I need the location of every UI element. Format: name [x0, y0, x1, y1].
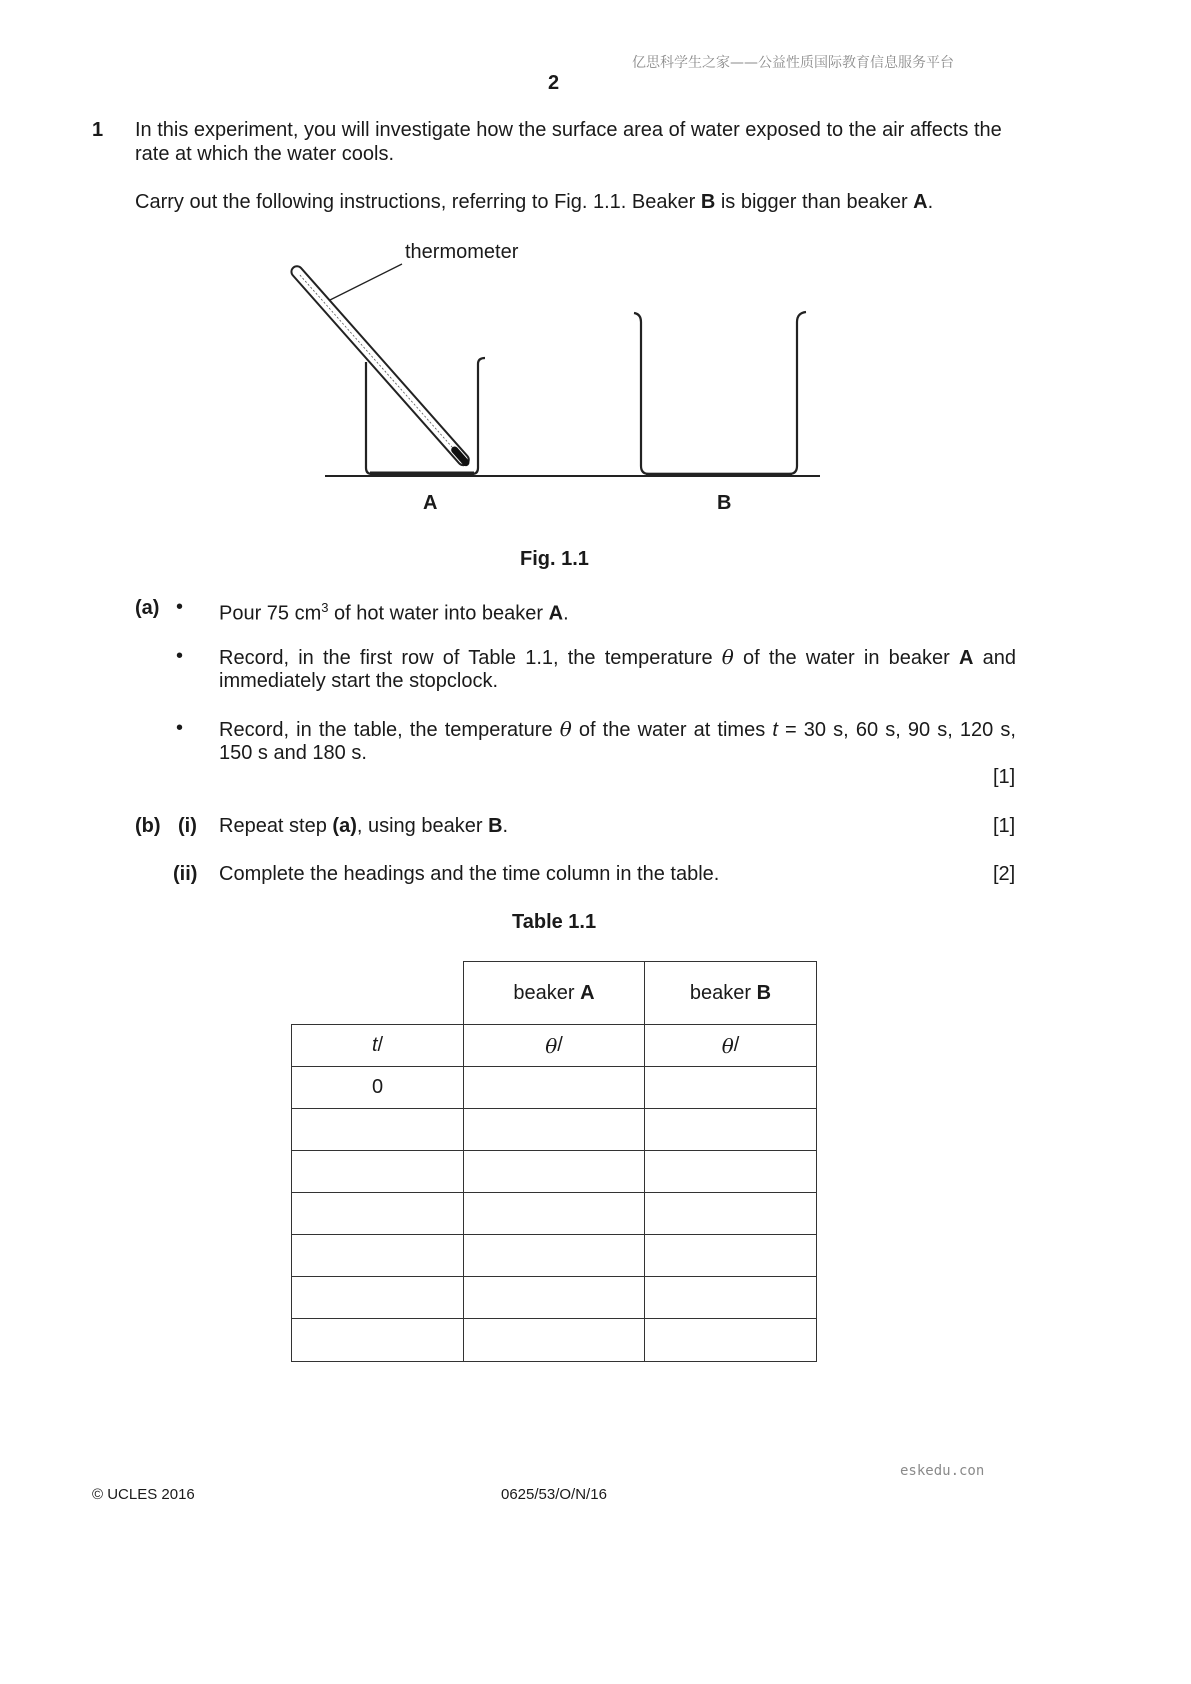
intro-line-1: In this experiment, you will investigate how the surface area of water exposed to the air affects the	[135, 119, 1002, 141]
table-cell	[644, 1066, 817, 1109]
table-cell	[291, 1108, 464, 1151]
part-b-ii-label: (ii)	[173, 863, 198, 885]
table-cell	[644, 1318, 817, 1362]
instruction-line: Carry out the following instructions, referring to Fig. 1.1. Beaker B is bigger than beaker A.	[135, 191, 934, 213]
watermark-bottom: eskedu.con	[900, 1463, 985, 1479]
part-b-i-label: (i)	[178, 815, 197, 837]
header-beaker-b: beaker B	[644, 961, 817, 1025]
table-caption: Table 1.1	[512, 911, 597, 933]
thermometer-label: thermometer	[405, 241, 519, 263]
results-table	[291, 961, 818, 1363]
table-cell	[291, 1150, 464, 1193]
unit-cell-theta-b: θ /	[644, 1024, 817, 1067]
figure-beakers	[280, 236, 840, 496]
part-a-label: (a)	[135, 597, 160, 619]
question-number: 1	[92, 119, 104, 141]
bullet-3: •	[176, 717, 184, 739]
table-cell	[463, 1150, 645, 1193]
watermark-top: 亿思科学生之家——公益性质国际教育信息服务平台	[632, 55, 954, 71]
bullet-2: •	[176, 645, 184, 667]
part-b-i-text: Repeat step (a), using beaker B.	[219, 815, 509, 837]
table-cell-time-0: 0	[291, 1066, 464, 1109]
table-cell	[463, 1318, 645, 1362]
thermometer-leader-line	[330, 264, 402, 300]
page-number: 2	[548, 72, 560, 94]
table-cell	[291, 1318, 464, 1362]
table-cell	[291, 1192, 464, 1235]
thermometer-icon	[289, 264, 472, 469]
header-beaker-a: beaker A	[463, 961, 645, 1025]
intro-line-2: rate at which the water cools.	[135, 143, 395, 165]
footer-copyright: © UCLES 2016	[92, 1486, 195, 1503]
part-a-step-3-line-1: Record, in the table, the temperature θ of the water at times t = 30 s, 60 s, 90 s, 120 s,	[219, 717, 1016, 741]
table-cell	[291, 1276, 464, 1319]
table-cell	[644, 1108, 817, 1151]
table-cell	[644, 1192, 817, 1235]
part-b-label: (b)	[135, 815, 161, 837]
part-a-step-2-line-1: Record, in the first row of Table 1.1, the temperature θ of the water in beaker A and	[219, 645, 1016, 669]
bullet-1: •	[176, 596, 184, 618]
part-b-i-marks: [1]	[993, 815, 1016, 837]
beaker-a-label: A	[423, 492, 438, 514]
beaker-b-label: B	[717, 492, 732, 514]
part-a-step-2-line-2: immediately start the stopclock.	[219, 670, 498, 692]
table-cell	[644, 1276, 817, 1319]
beaker-b-outline	[634, 312, 806, 474]
table-cell	[463, 1234, 645, 1277]
figure-caption: Fig. 1.1	[520, 548, 589, 570]
part-b-ii-marks: [2]	[993, 863, 1016, 885]
table-cell	[463, 1066, 645, 1109]
table-cell	[644, 1234, 817, 1277]
part-a-step-1: Pour 75 $cm^3$ of hot water into beaker A.	[219, 600, 569, 625]
footer-code: 0625/53/O/N/16	[501, 1486, 607, 1503]
part-b-ii-text: Complete the headings and the time column in the table.	[219, 863, 720, 885]
unit-cell-time: t /	[291, 1024, 464, 1067]
table-cell	[291, 1234, 464, 1277]
unit-cell-theta-a: θ /	[463, 1024, 645, 1067]
table-cell	[463, 1192, 645, 1235]
part-a-step-3-line-2: 150 s and 180 s.	[219, 742, 367, 764]
table-cell	[644, 1150, 817, 1193]
part-a-marks: [1]	[993, 766, 1016, 788]
table-cell	[463, 1276, 645, 1319]
table-cell	[463, 1108, 645, 1151]
